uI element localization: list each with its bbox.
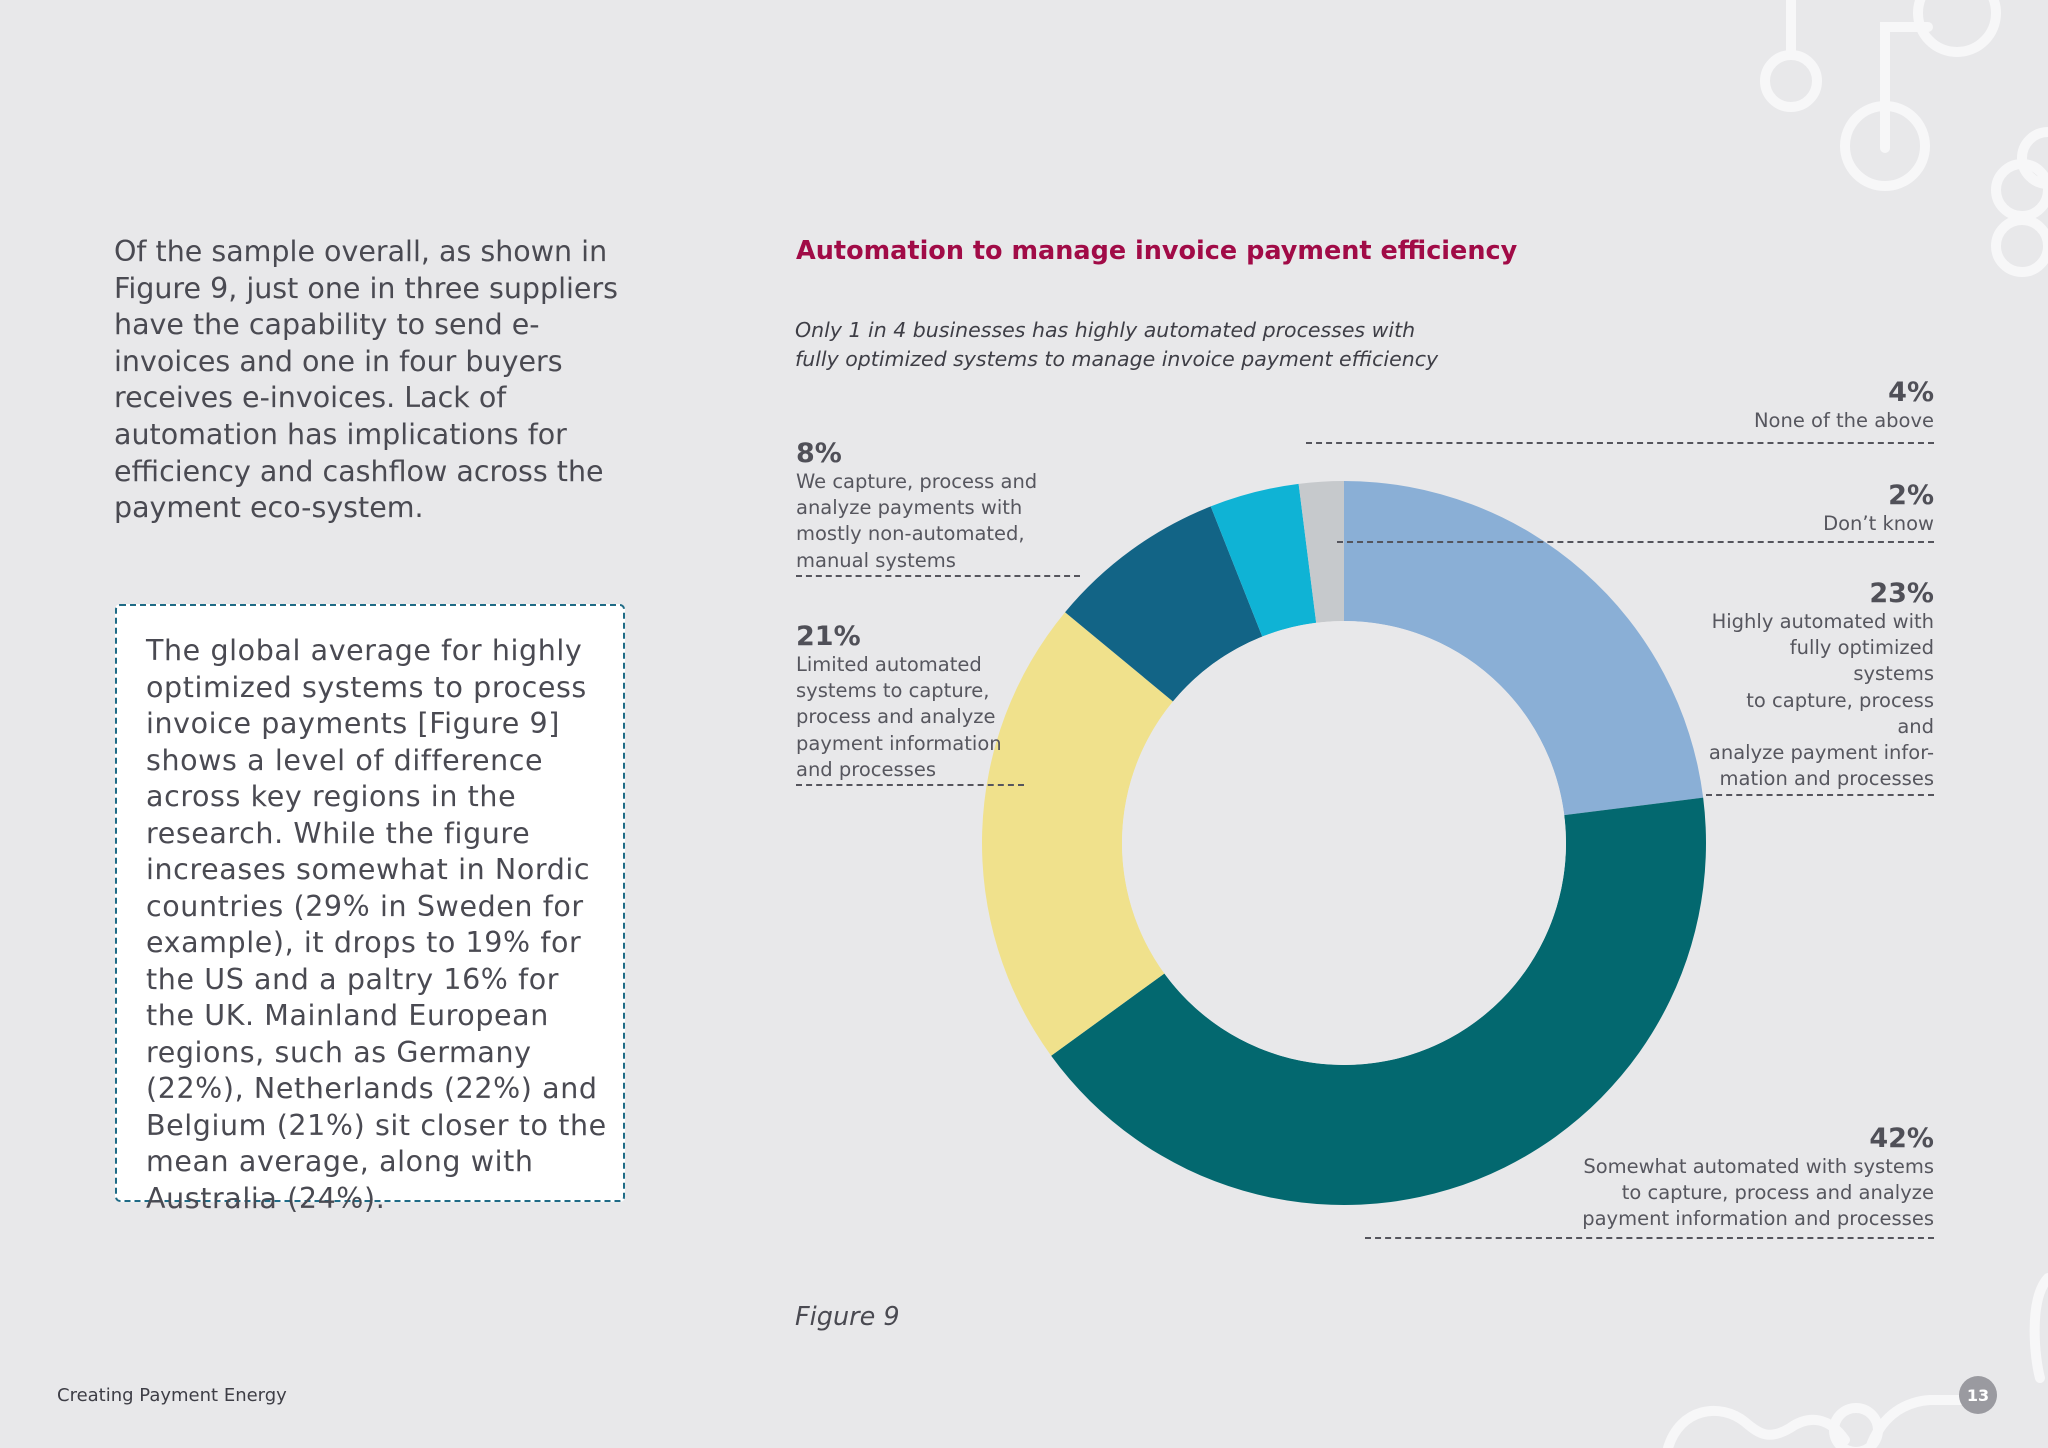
footer-title: Creating Payment Energy [57,1385,287,1406]
label-manual-pct: 8% [796,438,842,469]
label-highly-line-1: fully optimized systems [1789,636,1934,686]
label-dontknow-pct: 2% [1888,480,1934,511]
chart-subtitle: Only 1 in 4 businesses has highly automated processes with fully optimized systems to manage invoice payment efficiency [795,318,1439,371]
label-manual-line-0: We capture, process and [796,470,1038,493]
label-dontknow-rule [1337,541,1934,543]
label-dont-know [1337,481,1934,543]
chart-title: Automation to manage invoice payment efficiency [796,236,1518,266]
label-none-rule [1306,442,1934,444]
label-somewhat-line-1: to capture, process and analyze [1621,1181,1934,1205]
label-somewhat-line-0: Somewhat automated with systems [1583,1155,1934,1178]
label-highly-line-0: Highly automated with [1711,610,1934,633]
label-manual-rule [796,575,1080,577]
figure-caption: Figure 9 [795,1302,900,1332]
page-number: 13 [1959,1376,1997,1414]
label-none-of-the-above [1306,378,1934,444]
label-somewhat-automated [1365,1124,1934,1239]
label-limited-line-1: systems to capture, [796,679,990,703]
label-limited-line-2: process and analyze [796,705,996,729]
label-limited-line-3: payment information [796,731,1002,755]
label-highly-pct: 23% [1869,578,1934,609]
label-manual-line-3: manual systems [796,548,956,572]
label-manual-systems [796,439,1080,577]
label-limited-automated [796,622,1024,786]
label-highly-line-4: mation and processes [1719,767,1934,791]
label-manual-line-1: analyze payments with [796,496,1023,520]
label-limited-line-0: Limited automated [796,653,982,676]
label-limited-rule [796,784,1024,786]
label-somewhat-rule [1365,1237,1934,1239]
callout-text: The global average for highly optimized systems to process invoice payments [Figure 9] shows a level of difference across key regions in the research. While the figure increases somewhat in Nordic countries (29% in Sweden for example), it drops to 19% for the US and a paltry 16% for the UK. Mainland European regions, such as Germany (22%), Netherlands (22%) and Belgium (21%) sit closer to the mean average, along with Australia (24%). [146,634,607,1215]
label-somewhat-pct: 42% [1869,1123,1934,1154]
label-highly-line-3: analyze payment infor- [1708,741,1934,765]
intro-paragraph: Of the sample overall, as shown in Figure 9, just one in three suppliers have the capability to send e-invoices and one in four buyers receives e-invoices. Lack of automation has implications for efficiency and cashflow across the payment eco-system. [114,235,619,525]
label-none-pct: 4% [1888,377,1934,408]
donut-hole [1122,621,1566,1065]
label-limited-line-4: and processes [796,757,936,781]
label-highly-line-2: to capture, process and [1746,688,1934,738]
label-highly-rule [1706,794,1934,796]
label-manual-line-2: mostly non-automated, [796,522,1025,546]
label-dontknow-line-0: Don’t know [1823,512,1934,535]
label-none-line-0: None of the above [1753,409,1934,432]
label-highly-automated [1706,579,1934,796]
label-somewhat-line-2: payment information and processes [1582,1207,1934,1231]
label-limited-pct: 21% [796,621,861,652]
